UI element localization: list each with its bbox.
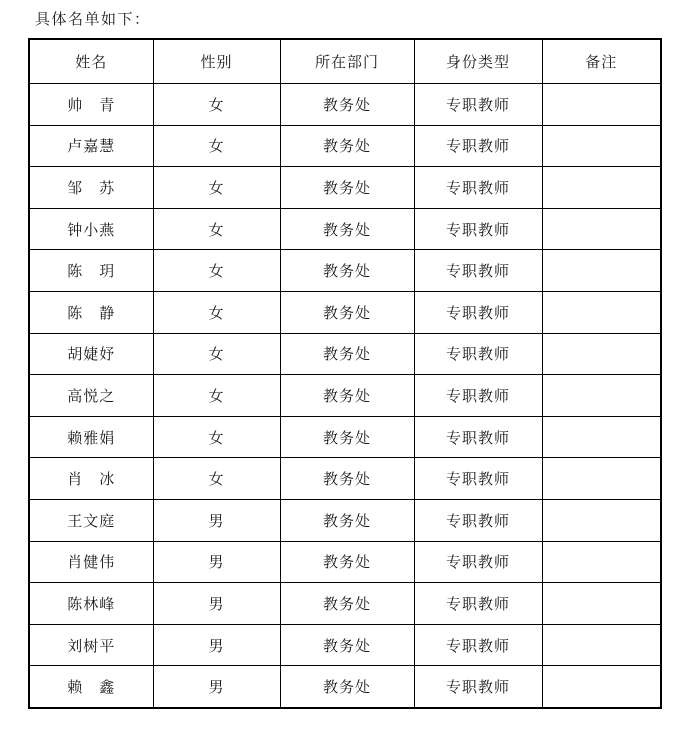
department-cell: 教务处 — [280, 458, 414, 500]
identity-type-cell: 专职教师 — [414, 375, 542, 417]
department-cell: 教务处 — [280, 375, 414, 417]
department-cell: 教务处 — [280, 583, 414, 625]
name-cell: 肖 冰 — [29, 458, 153, 500]
name-cell: 钟小燕 — [29, 208, 153, 250]
gender-cell: 女 — [153, 416, 280, 458]
identity-type-cell: 专职教师 — [414, 84, 542, 126]
table-row — [29, 250, 661, 292]
gender-cell: 女 — [153, 333, 280, 375]
department-cell: 教务处 — [280, 666, 414, 708]
identity-type-cell: 专职教师 — [414, 541, 542, 583]
identity-type-cell: 专职教师 — [414, 125, 542, 167]
intro-text: 具体名单如下： — [35, 12, 151, 28]
remark-cell — [542, 125, 661, 167]
table-row — [29, 416, 661, 458]
remark-cell — [542, 167, 661, 209]
column-header-identity-type: 身份类型 — [414, 39, 542, 84]
column-header-gender: 性别 — [153, 39, 280, 84]
gender-cell: 女 — [153, 458, 280, 500]
identity-type-cell: 专职教师 — [414, 666, 542, 708]
department-cell: 教务处 — [280, 167, 414, 209]
name-cell: 陈 玥 — [29, 250, 153, 292]
department-cell: 教务处 — [280, 250, 414, 292]
department-cell: 教务处 — [280, 125, 414, 167]
department-cell: 教务处 — [280, 84, 414, 126]
table-body — [29, 84, 661, 708]
department-cell: 教务处 — [280, 624, 414, 666]
remark-cell — [542, 666, 661, 708]
remark-cell — [542, 499, 661, 541]
gender-cell: 女 — [153, 250, 280, 292]
identity-type-cell: 专职教师 — [414, 416, 542, 458]
name-cell: 卢嘉慧 — [29, 125, 153, 167]
gender-cell: 男 — [153, 624, 280, 666]
department-cell: 教务处 — [280, 333, 414, 375]
name-cell: 赖 鑫 — [29, 666, 153, 708]
gender-cell: 女 — [153, 84, 280, 126]
name-cell: 帅 青 — [29, 84, 153, 126]
remark-cell — [542, 84, 661, 126]
identity-type-cell: 专职教师 — [414, 458, 542, 500]
roster-table — [28, 38, 662, 709]
name-cell: 刘树平 — [29, 624, 153, 666]
gender-cell: 女 — [153, 167, 280, 209]
remark-cell — [542, 624, 661, 666]
table-row — [29, 208, 661, 250]
table-row — [29, 167, 661, 209]
table-row — [29, 375, 661, 417]
gender-cell: 男 — [153, 583, 280, 625]
table-row — [29, 84, 661, 126]
gender-cell: 男 — [153, 541, 280, 583]
gender-cell: 女 — [153, 375, 280, 417]
department-cell: 教务处 — [280, 416, 414, 458]
department-cell: 教务处 — [280, 291, 414, 333]
name-cell: 邹 苏 — [29, 167, 153, 209]
department-cell: 教务处 — [280, 208, 414, 250]
name-cell: 赖雅娟 — [29, 416, 153, 458]
remark-cell — [542, 333, 661, 375]
name-cell: 肖健伟 — [29, 541, 153, 583]
remark-cell — [542, 583, 661, 625]
identity-type-cell: 专职教师 — [414, 208, 542, 250]
department-cell: 教务处 — [280, 541, 414, 583]
identity-type-cell: 专职教师 — [414, 624, 542, 666]
remark-cell — [542, 375, 661, 417]
remark-cell — [542, 541, 661, 583]
column-header-department: 所在部门 — [280, 39, 414, 84]
name-cell: 胡婕妤 — [29, 333, 153, 375]
name-cell: 高悦之 — [29, 375, 153, 417]
remark-cell — [542, 208, 661, 250]
department-cell: 教务处 — [280, 499, 414, 541]
identity-type-cell: 专职教师 — [414, 250, 542, 292]
remark-cell — [542, 416, 661, 458]
table-row — [29, 499, 661, 541]
remark-cell — [542, 458, 661, 500]
column-header-remark: 备注 — [542, 39, 661, 84]
identity-type-cell: 专职教师 — [414, 583, 542, 625]
table-row — [29, 125, 661, 167]
table-row — [29, 541, 661, 583]
name-cell: 陈林峰 — [29, 583, 153, 625]
identity-type-cell: 专职教师 — [414, 333, 542, 375]
name-cell: 王文庭 — [29, 499, 153, 541]
table-row — [29, 458, 661, 500]
remark-cell — [542, 291, 661, 333]
gender-cell: 女 — [153, 291, 280, 333]
gender-cell: 女 — [153, 125, 280, 167]
name-cell: 陈 静 — [29, 291, 153, 333]
table-row — [29, 666, 661, 708]
gender-cell: 男 — [153, 499, 280, 541]
table-row — [29, 624, 661, 666]
identity-type-cell: 专职教师 — [414, 499, 542, 541]
gender-cell: 女 — [153, 208, 280, 250]
remark-cell — [542, 250, 661, 292]
identity-type-cell: 专职教师 — [414, 167, 542, 209]
table-row — [29, 333, 661, 375]
column-header-name: 姓名 — [29, 39, 153, 84]
table-header-row — [29, 39, 661, 84]
table-row — [29, 583, 661, 625]
table-row — [29, 291, 661, 333]
gender-cell: 男 — [153, 666, 280, 708]
identity-type-cell: 专职教师 — [414, 291, 542, 333]
